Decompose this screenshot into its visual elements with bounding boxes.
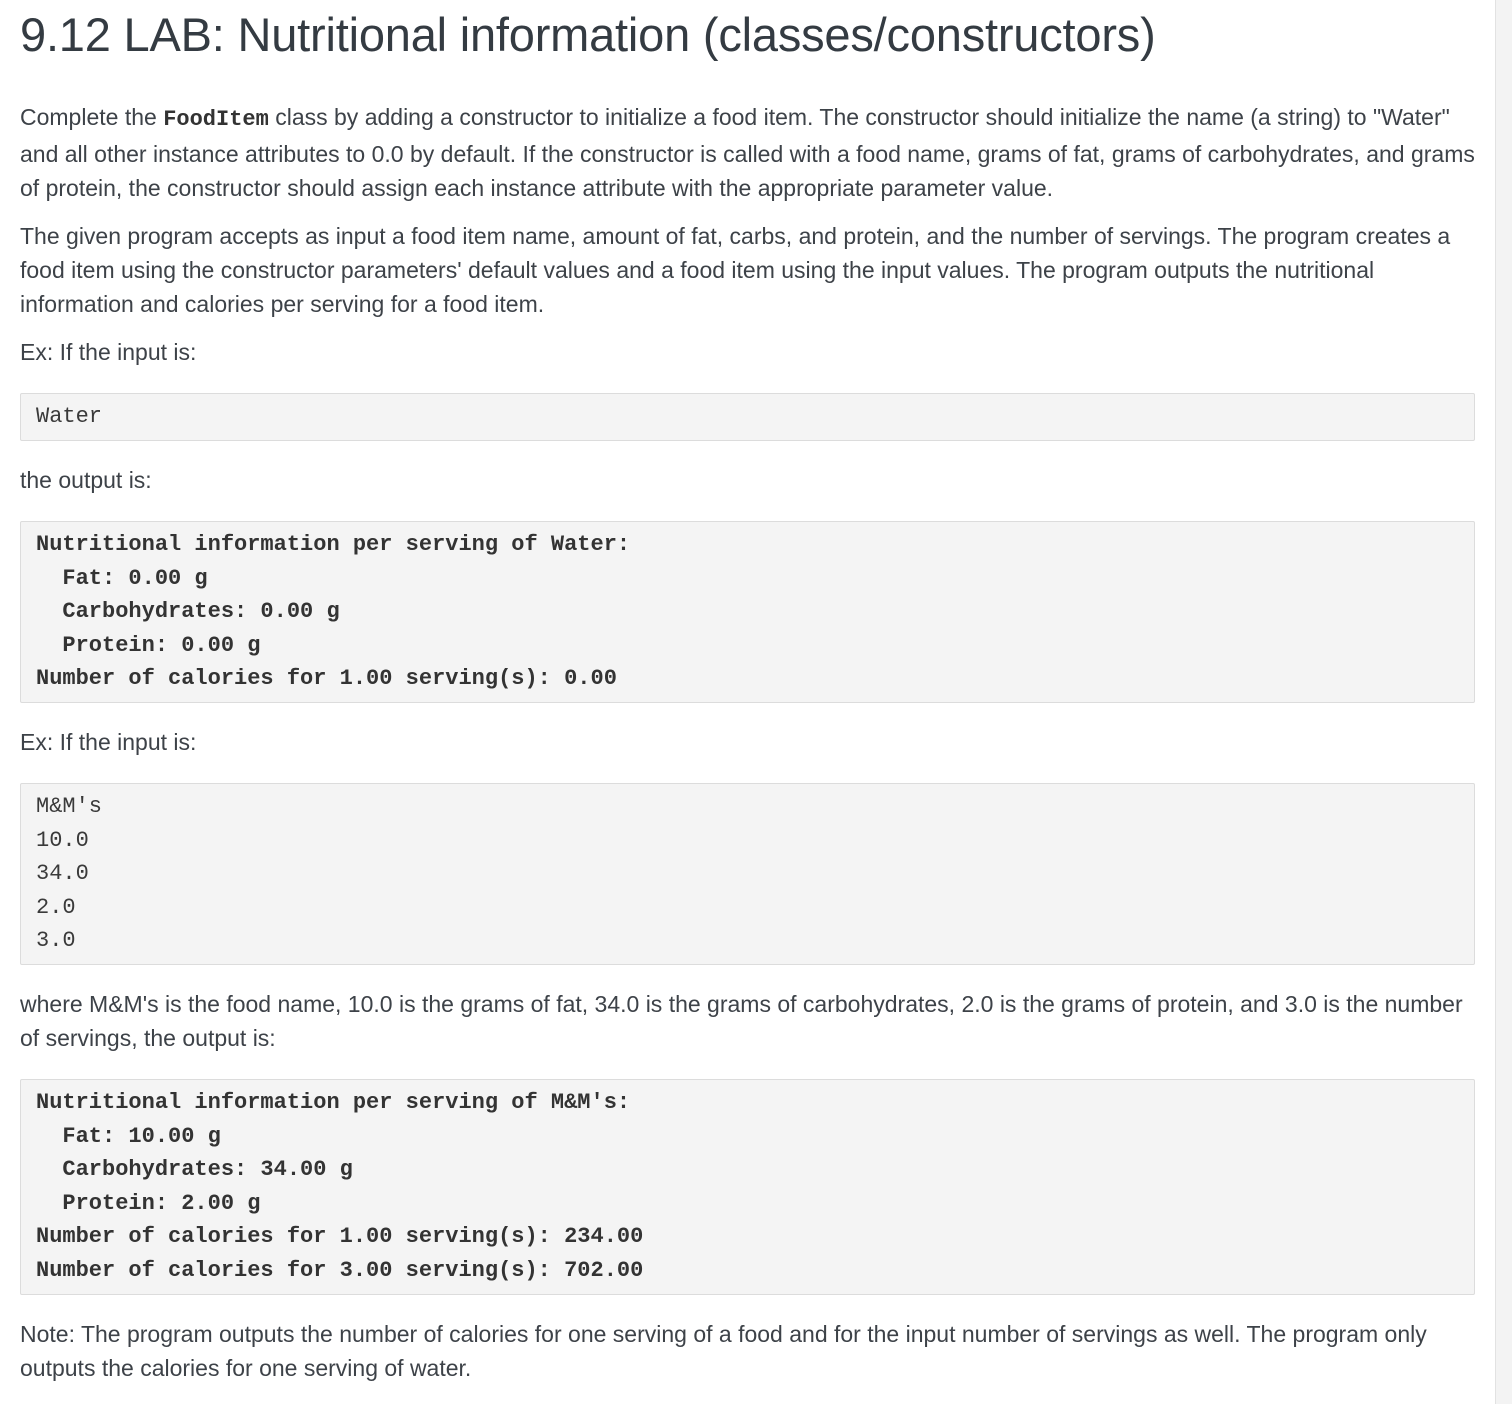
code-line: Protein: 2.00 g (36, 1190, 261, 1216)
code-line: Fat: 0.00 g (36, 565, 208, 591)
code-line: Carbohydrates: 34.00 g (36, 1157, 353, 1183)
code-line: 34.0 (36, 861, 89, 887)
code-line: 10.0 (36, 827, 89, 853)
code-line: Nutritional information per serving of M&M's: (36, 1090, 631, 1115)
intro-text-before: Complete the (20, 104, 164, 130)
program-description-paragraph: The given program accepts as input a food item name, amount of fat, carbs, and protein, and the number of servings. The program creates a food item using the constructor parameters' default values and a food item using the input values. The program outputs the nutritional information and calories per serving for a food item. (20, 223, 1451, 317)
lab-content (20, 0, 1475, 1385)
code-line: 2.0 (36, 894, 76, 920)
scrollbar-track[interactable] (1495, 0, 1512, 1404)
intro-text-after: class by adding a constructor to initialize a food item. The constructor should initialize the name (a string) to "Water" and all other instance attributes to 0.0 by default. If the constructor is called with a food name, grams of fat, grams of carbohydrates, and grams of protein, the constructor should assign each instance attribute with the appropriate parameter value. (20, 104, 1475, 201)
code-line: Number of calories for 1.00 serving(s): 0.00 (36, 666, 617, 692)
code-line: Fat: 10.00 g (36, 1123, 221, 1149)
example2-input-block (20, 783, 1475, 965)
example1-output-label: the output is: (20, 467, 152, 493)
example1-input-block (20, 393, 1475, 441)
page-title: 9.12 LAB: Nutritional information (classes/constructors) (20, 8, 1156, 61)
example1-label: Ex: If the input is: (20, 339, 197, 365)
inline-code-fooditem: FoodItem (163, 107, 269, 132)
example2-output-block (20, 1079, 1475, 1295)
code-line: Nutritional information per serving of Water: (36, 532, 631, 557)
code-line: Protein: 0.00 g (36, 632, 261, 658)
code-line: Number of calories for 1.00 serving(s): 234.00 (36, 1224, 644, 1250)
code-line: M&M's (36, 794, 103, 819)
example1-output-block (20, 521, 1475, 703)
intro-paragraph (20, 100, 1475, 205)
code-line: 3.0 (36, 928, 76, 954)
example2-label: Ex: If the input is: (20, 729, 197, 755)
code-line: Water (36, 404, 103, 429)
code-line: Carbohydrates: 0.00 g (36, 599, 340, 625)
note-paragraph: Note: The program outputs the number of calories for one serving of a food and for the input number of servings as well. The program only outputs the calories for one serving of water. (20, 1321, 1427, 1381)
example2-description-paragraph: where M&M's is the food name, 10.0 is the grams of fat, 34.0 is the grams of carbohydrates, 2.0 is the grams of protein, and 3.0 is the number of servings, the output is: (20, 991, 1463, 1051)
code-line: Number of calories for 3.00 serving(s): 702.00 (36, 1257, 644, 1283)
